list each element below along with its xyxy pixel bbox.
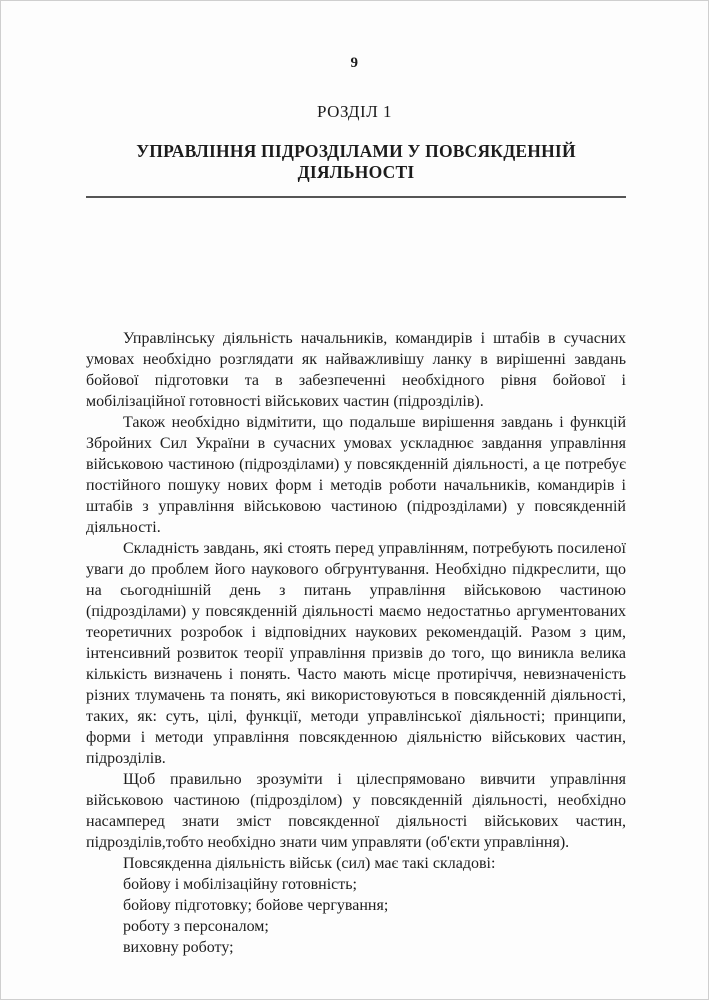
paragraph: Щоб правильно зрозуміти і цілеспрямовано вивчити управління військовою частиною (підрозділом) у повсякденній діяльності, необхідно насамперед знати зміст повсякденної діяльності військових частин, підрозділів,тобто необхідно знати чим управляти (об'єкти управління). [86,771,626,851]
list-item: виховну роботу; [123,939,234,956]
list-item: роботу з персоналом; [123,918,269,935]
list-item: бойову і мобілізаційну готовність; [123,876,357,893]
paragraph: Також необхідно відмітити, що подальше вирішення завдань і функцій Збройних Сил України в сучасних умовах ускладнює завдання управління військовою частиною (підрозділами) у повсякденній діяльності, а це потребує постійного пошуку нових форм і методів роботи начальників, командирів і штабів з управління військовою частиною (підрозділами) у повсякденній діяльності. [86,414,626,536]
section-title: УПРАВЛІННЯ ПІДРОЗДІЛАМИ У ПОВСЯКДЕННІЙ ДІЯЛЬНОСТІ [86,141,626,198]
paragraph: Складність завдань, які стоять перед управлінням, потребують посиленої уваги до проблем його наукового обгрунтування. Необхідно підкреслити, що на сьогоднішній день з питань управління військовою частиною (підрозділами) у повсякденній діяльності маємо недостатньо аргументованих теоретичних розробок і відповідних наукових рекомендацій. Разом з цим, інтенсивний розвиток теорії управління призвів до того, що виникла велика кількість визначень і понять. Часто мають місце протиріччя, невизначеність різних тлумачень та понять, які використовуються в повсякденній діяльності, таких, як: суть, цілі, функції, методи управлінської діяльності; принципи, форми і методи управління повсякденною діяльністю військових частин, підрозділів. [86,540,626,767]
list-item: бойову підготовку; бойове чергування; [123,897,389,914]
body-text [86,328,626,958]
chapter-heading: РОЗДІЛ 1 [317,102,392,121]
page-number: 9 [350,55,359,71]
components-intro: Повсякденна діяльність військ (сил) має такі складові: [123,855,496,872]
paragraph: Управлінську діяльність начальників, командирів і штабів в сучасних умовах необхідно розглядати як найважливішу ланку в вирішенні завдань бойової підготовки та в забезпеченні необхідного рівня бойової і мобілізаційної готовності військових частин (підрозділів). [86,330,626,410]
